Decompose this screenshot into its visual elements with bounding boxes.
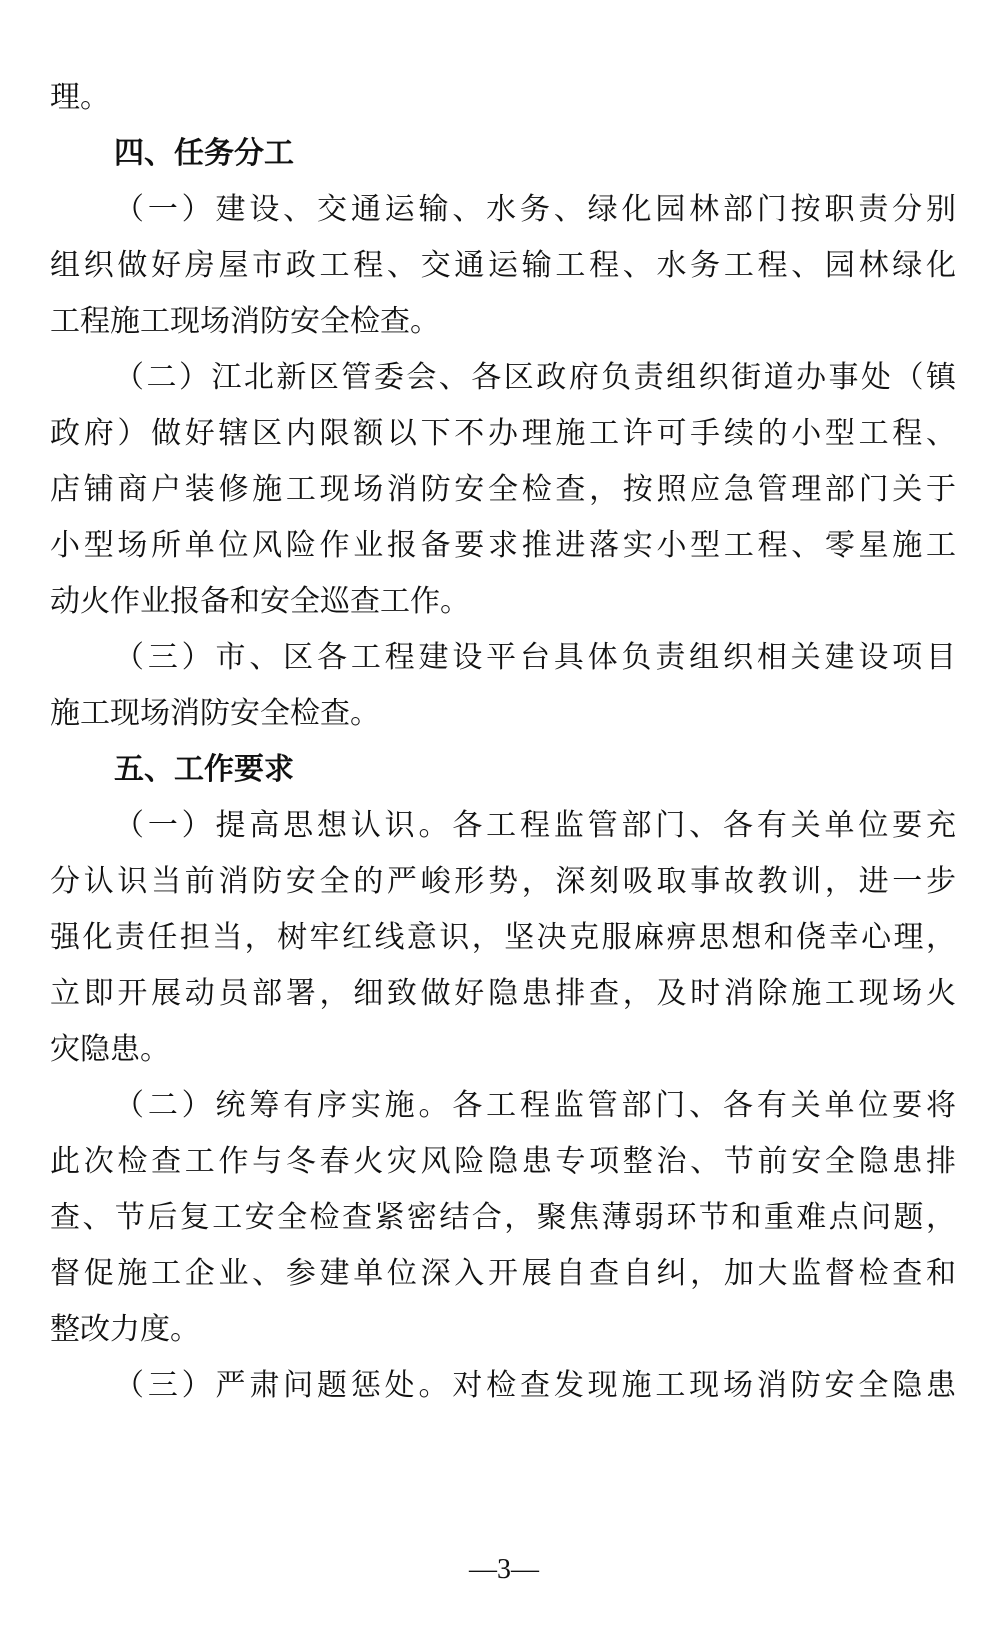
text-line: 施工现场消防安全检查。 [50,696,380,731]
text-line: 政府）做好辖区内限额以下不办理施工许可手续的小型工程、 [50,416,956,451]
text-line: 立即开展动员部署，细致做好隐患排查，及时消除施工现场火 [50,976,956,1011]
text-line: 工程施工现场消防安全检查。 [50,304,440,339]
text-line: 店铺商户装修施工现场消防安全检查，按照应急管理部门关于 [50,472,956,507]
text-line: 理。 [50,80,110,115]
text-line: （一）提高思想认识。各工程监管部门、各有关单位要充 [114,808,956,843]
text-line: 此次检查工作与冬春火灾风险隐患专项整治、节前安全隐患排 [50,1144,956,1179]
text-line: 整改力度。 [50,1312,200,1347]
text-line: 强化责任担当，树牢红线意识，坚决克服麻痹思想和侥幸心理， [50,920,956,955]
page-number: —3— [469,1554,539,1585]
section-heading: 四、任务分工 [114,136,294,171]
text-line: 小型场所单位风险作业报备要求推进落实小型工程、零星施工 [50,528,956,563]
text-line: （二）江北新区管委会、各区政府负责组织街道办事处（镇 [114,360,956,395]
text-line: 督促施工企业、参建单位深入开展自查自纠，加大监督检查和 [50,1256,956,1291]
text-line: 查、节后复工安全检查紧密结合，聚焦薄弱环节和重难点问题， [50,1200,956,1235]
text-line: 分认识当前消防安全的严峻形势，深刻吸取事故教训，进一步 [50,864,956,899]
text-line: （二）统筹有序实施。各工程监管部门、各有关单位要将 [114,1088,956,1123]
text-line: （三）市、区各工程建设平台具体负责组织相关建设项目 [114,640,956,675]
section-heading: 五、工作要求 [114,752,294,787]
text-line: （三）严肃问题惩处。对检查发现施工现场消防安全隐患 [114,1368,956,1403]
text-line: （一）建设、交通运输、水务、绿化园林部门按职责分别 [114,192,956,227]
text-line: 动火作业报备和安全巡查工作。 [50,584,470,619]
text-line: 组织做好房屋市政工程、交通运输工程、水务工程、园林绿化 [50,248,956,283]
text-line: 灾隐患。 [50,1032,170,1067]
